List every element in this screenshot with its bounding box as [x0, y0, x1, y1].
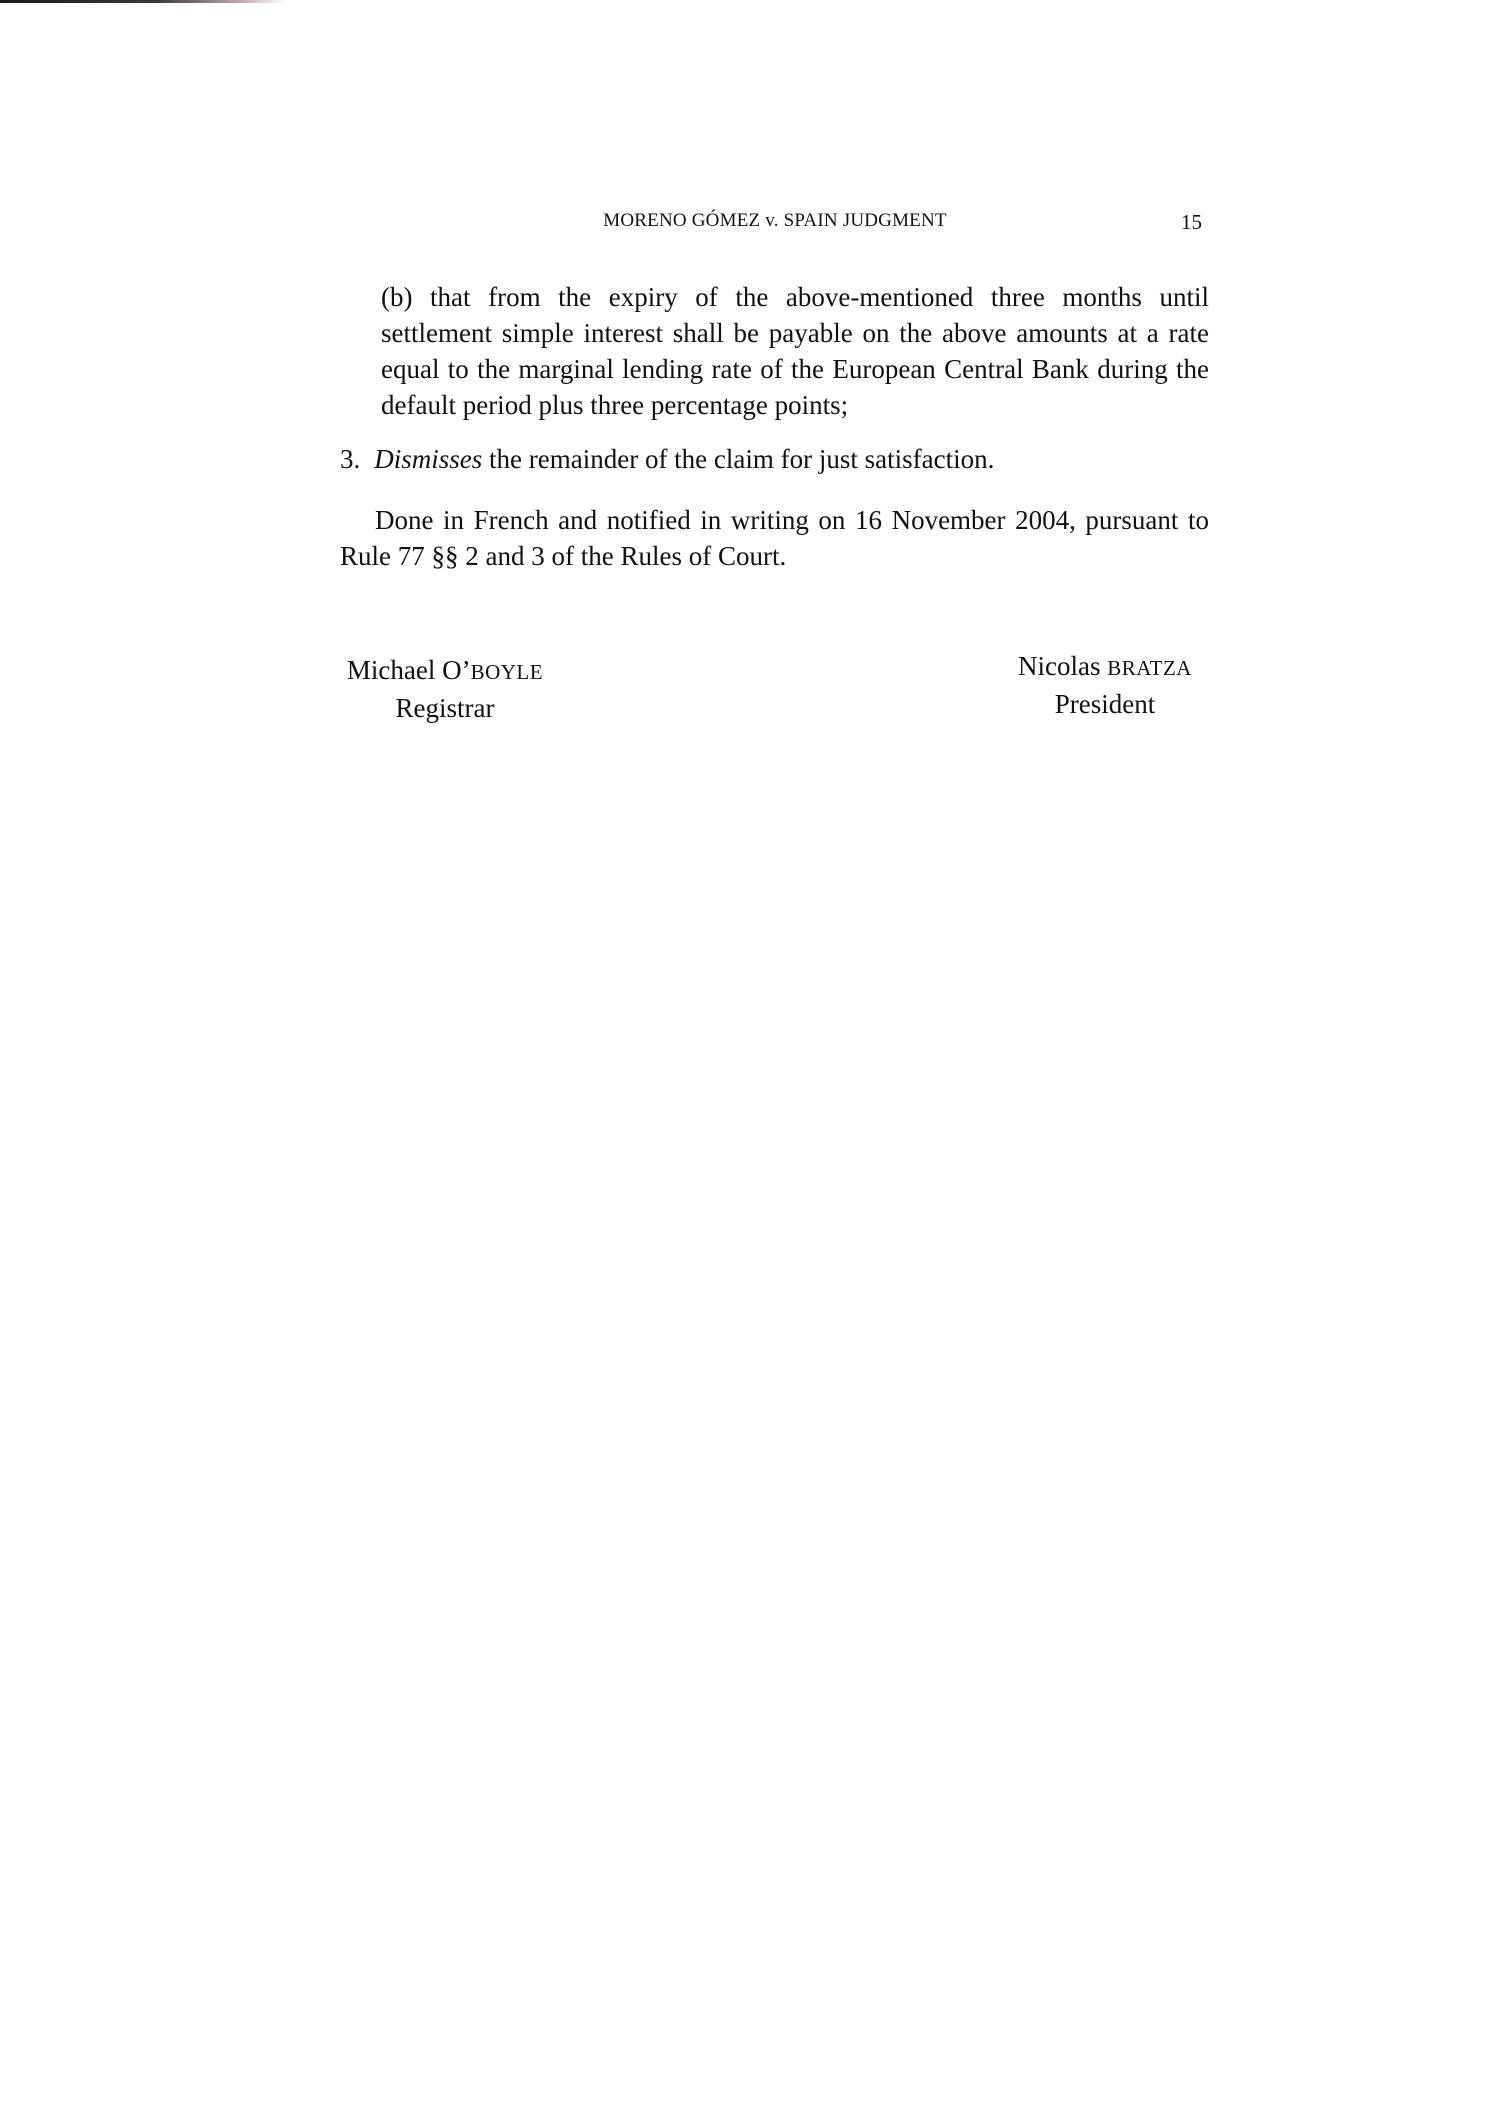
scan-edge-mark	[0, 0, 285, 3]
signature-name-caps: BOYLE	[470, 660, 544, 684]
signature-name	[1000, 648, 1210, 686]
signature-president	[1000, 648, 1210, 722]
page-header	[340, 210, 1210, 240]
running-title: MORENO GÓMEZ v. SPAIN JUDGMENT	[603, 210, 947, 231]
signature-name	[340, 652, 550, 690]
signature-name-first: Michael O’	[346, 655, 471, 685]
item-number: 3.	[340, 444, 361, 474]
signature-role: President	[1054, 689, 1156, 719]
signature-name-caps: BRATZA	[1107, 656, 1192, 680]
signature-role: Registrar	[395, 693, 495, 723]
signature-registrar	[340, 652, 550, 726]
paragraph-item-3	[340, 441, 1220, 477]
paragraph-done: Done in French and notified in writing on 16 November 2004, pursuant to Rule 77 §§ 2 and 3 of the Rules of Court.	[340, 505, 1209, 571]
paragraph-sub-b: (b) that from the expiry of the above-mentioned three months until settlement simple interest shall be payable on the above amounts at a rate equal to the marginal lending rate of the European Central Bank during the default period plus three percentage points;	[381, 282, 1209, 420]
page-number: 15	[1181, 210, 1202, 234]
item-text: the remainder of the claim for just satisfaction.	[482, 444, 995, 474]
signature-name-first: Nicolas	[1018, 651, 1108, 681]
item-verb: Dismisses	[374, 444, 483, 474]
